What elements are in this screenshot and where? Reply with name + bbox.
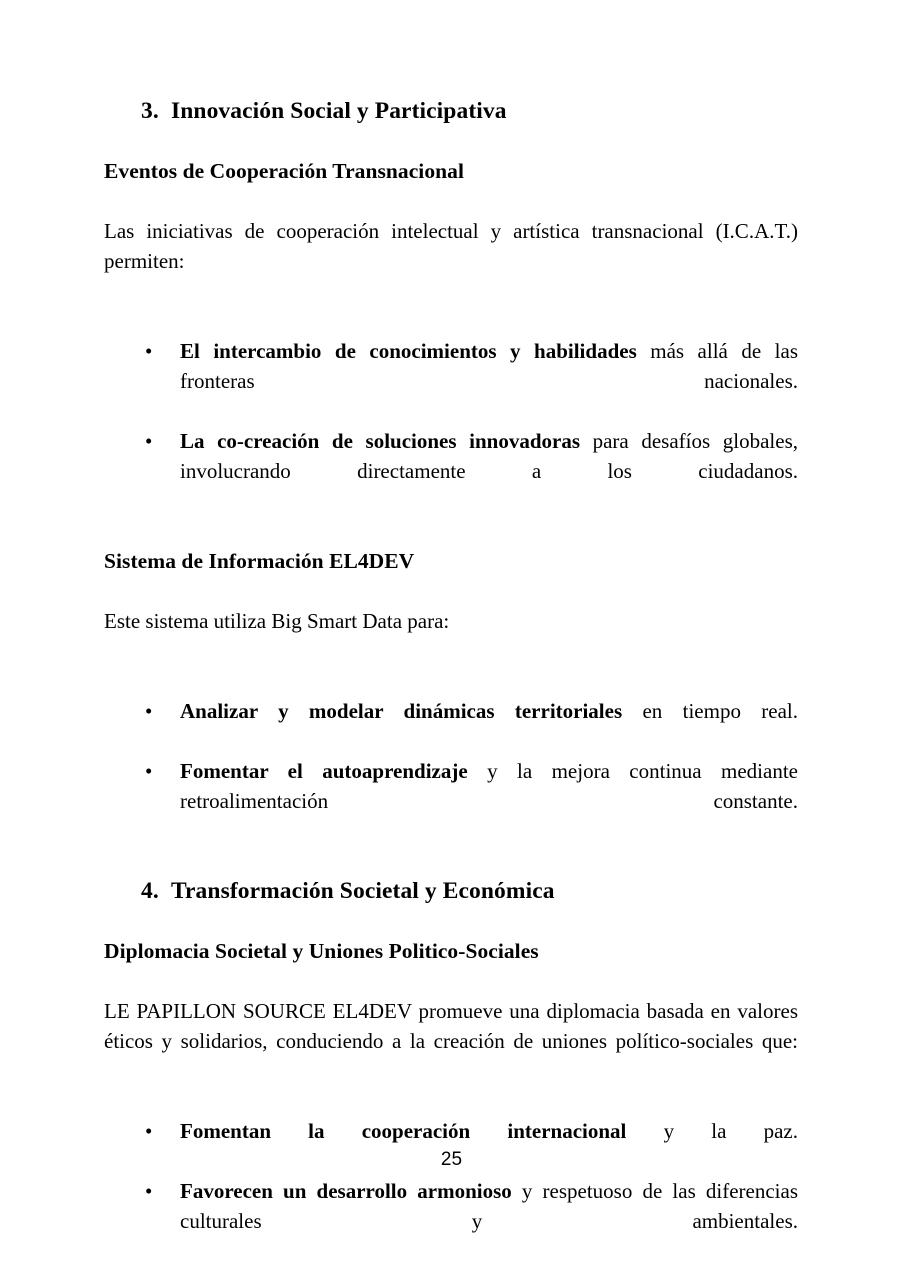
paragraph-big-smart-data: Este sistema utiliza Big Smart Data para: bbox=[104, 609, 450, 633]
list-item-rest: más allá de las fronteras nacionales. bbox=[180, 339, 798, 393]
page-number: 25 bbox=[440, 1149, 463, 1170]
list-item-lead: La co-creación de soluciones innovadoras bbox=[180, 429, 581, 453]
spacer bbox=[104, 306, 798, 336]
bullet-icon: • bbox=[145, 429, 153, 453]
list-item bbox=[104, 426, 798, 516]
list-item-rest: y la mejora continua mediante retroalimentación constante. bbox=[180, 759, 798, 813]
paragraph-le-papillon-source: LE PAPILLON SOURCE EL4DEV promueve una diplomacia basada en valores éticos y solidarios, conduciendo a la creación de uniones político-sociales que: bbox=[104, 999, 798, 1053]
list-item-lead: Fomentan la cooperación internacional bbox=[180, 1119, 627, 1143]
bullet-icon: • bbox=[145, 699, 153, 723]
spacer bbox=[104, 186, 798, 216]
list-item bbox=[104, 696, 798, 756]
subheading-sistema-informacion: Sistema de Información EL4DEV bbox=[104, 549, 415, 573]
bullet-icon: • bbox=[145, 1179, 153, 1203]
bullet-list-diplomacia bbox=[104, 1116, 798, 1266]
spacer bbox=[104, 576, 798, 606]
section-title-3: Innovación Social y Participativa bbox=[171, 98, 507, 124]
subheading-eventos-cooperacion: Eventos de Cooperación Transnacional bbox=[104, 159, 464, 183]
list-item-rest: en tiempo real. bbox=[622, 699, 798, 723]
spacer bbox=[104, 1086, 798, 1116]
spacer bbox=[104, 516, 798, 546]
list-item-lead: Analizar y modelar dinámicas territoriales bbox=[180, 699, 623, 723]
bullet-icon: • bbox=[145, 1119, 153, 1143]
list-item-rest: y la paz. bbox=[626, 1119, 798, 1143]
bullet-icon: • bbox=[145, 759, 153, 783]
section-title-4: Transformación Societal y Económica bbox=[171, 878, 555, 904]
section-number-3: 3. bbox=[141, 98, 159, 124]
list-item-rest: y respetuoso de las diferencias culturales y ambientales. bbox=[180, 1179, 798, 1233]
bullet-icon: • bbox=[145, 339, 153, 363]
bullet-list-sistema bbox=[104, 696, 798, 846]
bullet-list-cooperacion bbox=[104, 336, 798, 516]
spacer bbox=[104, 846, 798, 876]
list-item bbox=[104, 756, 798, 846]
paragraph-iniciativas-icat: Las iniciativas de cooperación intelectual y artística transnacional (I.C.A.T.) permiten: bbox=[104, 219, 798, 273]
spacer bbox=[104, 666, 798, 696]
list-item-lead: Favorecen un desarrollo armonioso bbox=[180, 1179, 512, 1203]
spacer bbox=[104, 966, 798, 996]
list-item-rest: para desafíos globales, involucrando directamente a los ciudadanos. bbox=[180, 429, 798, 483]
spacer bbox=[104, 906, 798, 936]
spacer bbox=[104, 126, 798, 156]
section-number-4: 4. bbox=[141, 878, 159, 904]
page-content bbox=[104, 96, 798, 1266]
subheading-diplomacia-societal: Diplomacia Societal y Uniones Politico-Sociales bbox=[104, 939, 539, 963]
list-item bbox=[104, 1176, 798, 1266]
list-item bbox=[104, 336, 798, 426]
section-heading-4 bbox=[104, 876, 798, 906]
section-heading-3 bbox=[104, 96, 798, 126]
list-item-lead: El intercambio de conocimientos y habilidades bbox=[180, 339, 637, 363]
list-item-lead: Fomentar el autoaprendizaje bbox=[180, 759, 468, 783]
